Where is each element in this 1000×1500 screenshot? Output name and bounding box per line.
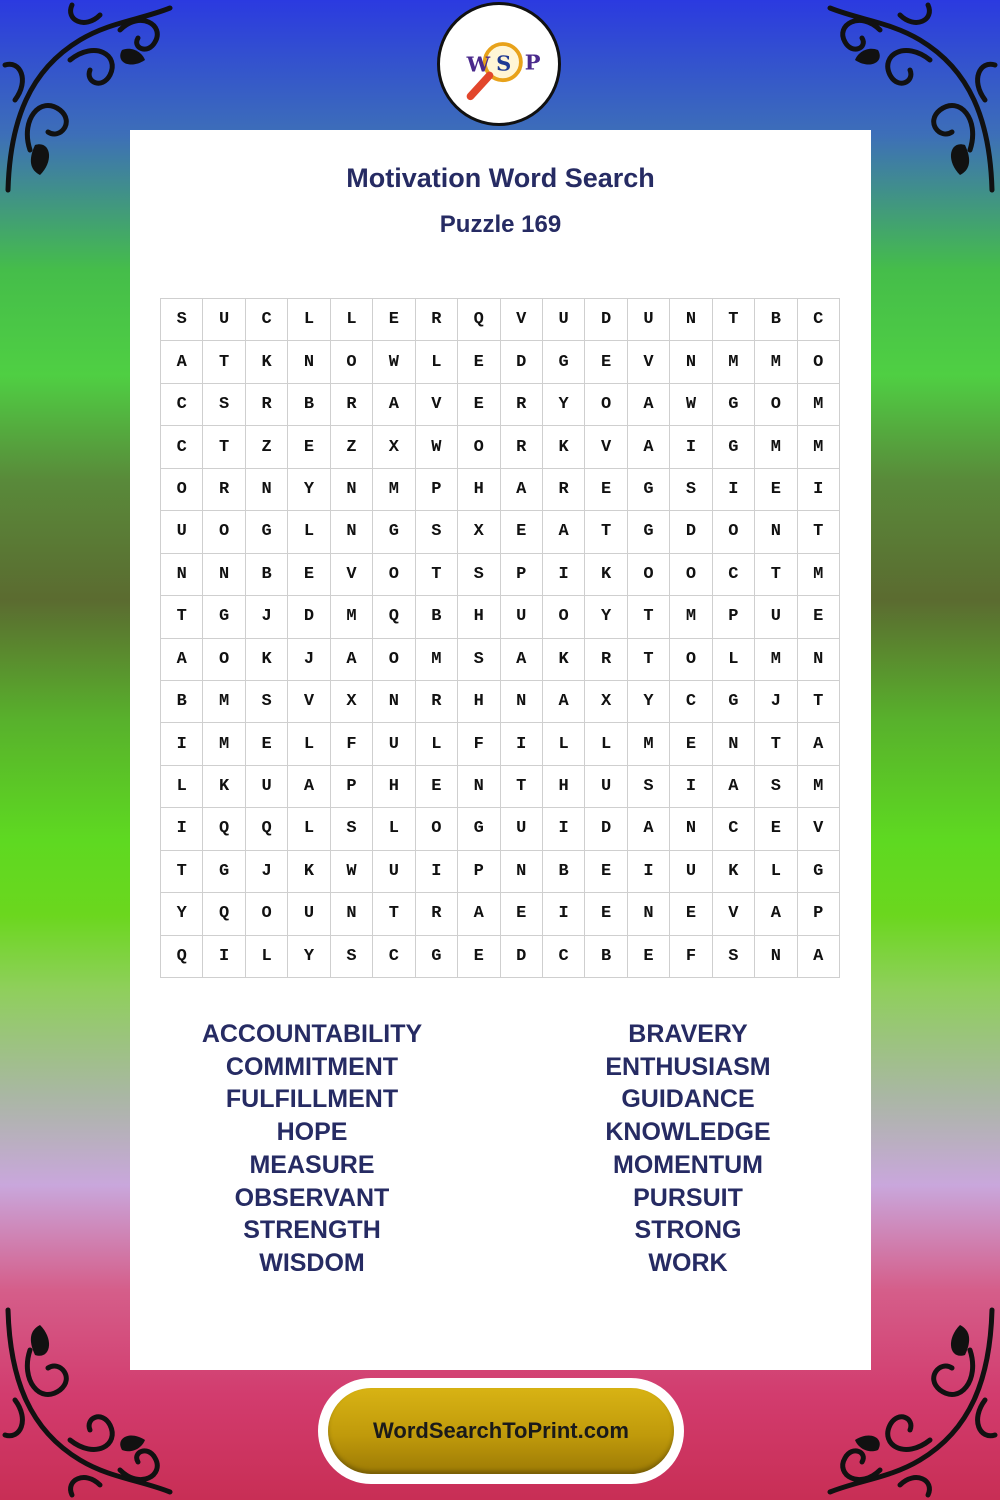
grid-cell[interactable]: I [543,554,585,596]
grid-cell[interactable]: E [755,808,797,850]
grid-cell[interactable]: G [713,426,755,468]
grid-cell[interactable]: S [458,554,500,596]
grid-cell[interactable]: B [755,299,797,341]
grid-cell[interactable]: L [161,766,203,808]
grid-cell[interactable]: Y [543,384,585,426]
grid-cell[interactable]: M [628,723,670,765]
grid-cell[interactable]: M [755,639,797,681]
grid-cell[interactable]: D [501,341,543,383]
grid-cell[interactable]: I [798,469,840,511]
grid-cell[interactable]: O [798,341,840,383]
grid-cell[interactable]: N [161,554,203,596]
grid-cell[interactable]: U [373,723,415,765]
grid-cell[interactable]: U [543,299,585,341]
grid-cell[interactable]: L [288,299,330,341]
grid-cell[interactable]: A [331,639,373,681]
grid-cell[interactable]: I [203,936,245,978]
grid-cell[interactable]: E [288,554,330,596]
grid-cell[interactable]: T [161,851,203,893]
grid-cell[interactable]: O [670,639,712,681]
grid-cell[interactable]: N [755,936,797,978]
grid-cell[interactable]: O [203,639,245,681]
grid-cell[interactable]: M [798,426,840,468]
word-list-item: BRAVERY [628,1020,748,1048]
grid-cell[interactable]: C [543,936,585,978]
word-list-right [528,1018,848,1280]
grid-cell[interactable]: B [585,936,627,978]
grid-cell[interactable]: L [416,723,458,765]
grid-cell[interactable]: E [670,723,712,765]
grid-cell[interactable]: K [246,341,288,383]
grid-cell[interactable]: L [288,511,330,553]
grid-cell[interactable]: M [203,723,245,765]
grid-cell[interactable]: Q [203,808,245,850]
grid-cell[interactable]: S [161,299,203,341]
grid-cell[interactable]: S [670,469,712,511]
grid-cell[interactable]: G [713,384,755,426]
grid-cell[interactable]: I [543,808,585,850]
word-list-item: FULFILLMENT [225,1085,399,1114]
grid-cell[interactable]: Y [288,469,330,511]
grid-cell[interactable]: N [670,341,712,383]
grid-cell[interactable]: Y [628,681,670,723]
grid-cell[interactable]: A [161,639,203,681]
grid-cell[interactable]: W [416,426,458,468]
grid-cell[interactable]: C [246,299,288,341]
grid-cell[interactable]: G [246,511,288,553]
grid-cell[interactable]: W [670,384,712,426]
grid-cell[interactable]: T [628,596,670,638]
grid-cell[interactable]: F [670,936,712,978]
grid-cell[interactable]: M [798,384,840,426]
grid-cell[interactable]: U [670,851,712,893]
grid-cell[interactable]: E [628,936,670,978]
grid-cell[interactable]: K [713,851,755,893]
letter-grid[interactable] [160,298,840,978]
grid-cell[interactable]: X [585,681,627,723]
puzzle-number: Puzzle 169 [439,211,562,238]
grid-cell[interactable]: S [755,766,797,808]
grid-cell[interactable]: N [670,808,712,850]
grid-cell[interactable]: T [713,299,755,341]
grid-cell[interactable]: A [798,723,840,765]
grid-cell[interactable]: E [501,511,543,553]
grid-cell[interactable]: Q [246,808,288,850]
grid-cell[interactable]: T [798,681,840,723]
grid-cell[interactable]: V [798,808,840,850]
grid-cell[interactable]: G [713,681,755,723]
grid-cell[interactable]: L [246,936,288,978]
grid-cell[interactable]: T [203,426,245,468]
grid-cell[interactable]: A [755,893,797,935]
grid-cell[interactable]: V [585,426,627,468]
grid-cell[interactable]: L [331,299,373,341]
grid-cell[interactable]: K [203,766,245,808]
grid-cell[interactable]: P [798,893,840,935]
grid-cell[interactable]: N [713,723,755,765]
grid-cell[interactable]: A [628,808,670,850]
grid-cell[interactable]: O [713,511,755,553]
grid-cell[interactable]: W [331,851,373,893]
grid-cell[interactable]: I [501,723,543,765]
grid-cell[interactable]: C [713,808,755,850]
grid-cell[interactable]: O [203,511,245,553]
grid-cell[interactable]: W [373,341,415,383]
grid-cell[interactable]: Y [161,893,203,935]
grid-cell[interactable]: I [670,766,712,808]
grid-cell[interactable]: G [203,851,245,893]
grid-cell[interactable]: Y [288,936,330,978]
grid-cell[interactable]: R [501,384,543,426]
grid-cell[interactable]: X [458,511,500,553]
word-list-item: COMMITMENT [225,1052,399,1081]
grid-cell[interactable]: U [203,299,245,341]
grid-cell[interactable]: X [331,681,373,723]
grid-cell[interactable]: T [501,766,543,808]
grid-cell[interactable]: K [246,639,288,681]
grid-cell[interactable]: D [501,936,543,978]
grid-cell[interactable]: A [501,639,543,681]
grid-cell[interactable]: N [501,851,543,893]
grid-cell[interactable]: N [331,893,373,935]
grid-cell[interactable]: A [628,426,670,468]
grid-cell[interactable]: O [458,426,500,468]
word-list-item: MOMENTUM [613,1150,763,1179]
site-link-pill[interactable] [328,1388,674,1474]
puzzle-card [130,130,871,1370]
grid-cell[interactable]: Y [585,596,627,638]
grid-cell[interactable]: V [713,893,755,935]
grid-cell[interactable]: K [543,426,585,468]
grid-cell[interactable]: A [628,384,670,426]
grid-cell[interactable]: A [373,384,415,426]
grid-cell[interactable]: O [161,469,203,511]
word-list-item: OBSERVANT [234,1183,390,1212]
grid-cell[interactable]: P [713,596,755,638]
grid-cell[interactable]: G [628,469,670,511]
wsp-logo[interactable] [437,2,561,126]
grid-cell[interactable]: T [798,511,840,553]
grid-cell[interactable]: N [288,341,330,383]
grid-cell[interactable]: X [373,426,415,468]
grid-cell[interactable]: I [670,426,712,468]
magnifier-logo-icon [440,5,558,123]
grid-cell[interactable]: G [543,341,585,383]
grid-cell[interactable]: U [288,893,330,935]
grid-cell[interactable]: N [246,469,288,511]
grid-cell[interactable]: N [501,681,543,723]
grid-cell[interactable]: I [161,723,203,765]
grid-cell[interactable]: O [373,639,415,681]
grid-cell[interactable]: E [501,893,543,935]
grid-cell[interactable]: T [416,554,458,596]
grid-cell[interactable]: T [373,893,415,935]
grid-cell[interactable]: T [628,639,670,681]
grid-cell[interactable]: Z [331,426,373,468]
grid-cell[interactable]: S [331,936,373,978]
grid-cell[interactable]: O [585,384,627,426]
grid-cell[interactable]: S [628,766,670,808]
grid-cell[interactable]: G [798,851,840,893]
grid-cell[interactable]: J [246,596,288,638]
grid-cell[interactable]: A [288,766,330,808]
grid-cell[interactable]: L [585,723,627,765]
grid-cell[interactable]: H [373,766,415,808]
grid-cell[interactable]: R [203,469,245,511]
grid-cell[interactable]: C [713,554,755,596]
grid-cell[interactable]: J [755,681,797,723]
grid-cell[interactable]: A [543,681,585,723]
grid-cell[interactable]: A [798,936,840,978]
grid-cell[interactable]: U [161,511,203,553]
grid-cell[interactable]: N [798,639,840,681]
grid-cell[interactable]: H [458,596,500,638]
grid-cell[interactable]: R [416,299,458,341]
grid-cell[interactable]: P [331,766,373,808]
grid-cell[interactable]: L [755,851,797,893]
grid-cell[interactable]: L [288,723,330,765]
grid-cell[interactable]: M [755,341,797,383]
grid-cell[interactable]: M [373,469,415,511]
grid-cell[interactable]: E [670,893,712,935]
grid-cell[interactable]: C [798,299,840,341]
grid-cell[interactable]: O [755,384,797,426]
grid-cell[interactable]: G [628,511,670,553]
grid-cell[interactable]: Z [246,426,288,468]
grid-cell[interactable]: R [543,469,585,511]
grid-cell[interactable]: O [331,341,373,383]
word-list-item: WORK [648,1248,728,1277]
grid-cell[interactable]: U [755,596,797,638]
grid-cell[interactable]: N [670,299,712,341]
grid-cell[interactable]: M [755,426,797,468]
grid-cell[interactable]: M [798,766,840,808]
grid-cell[interactable]: E [585,469,627,511]
grid-cell[interactable]: O [416,808,458,850]
grid-cell[interactable]: D [288,596,330,638]
grid-cell[interactable]: L [543,723,585,765]
grid-cell[interactable]: E [246,723,288,765]
grid-cell[interactable]: L [373,808,415,850]
grid-cell[interactable]: E [798,596,840,638]
grid-cell[interactable]: C [373,936,415,978]
grid-cell[interactable]: N [755,511,797,553]
grid-cell[interactable]: J [246,851,288,893]
grid-cell[interactable]: V [416,384,458,426]
word-list-item: GUIDANCE [621,1085,755,1114]
grid-cell[interactable]: U [628,299,670,341]
grid-cell[interactable]: N [203,554,245,596]
grid-cell[interactable]: D [585,808,627,850]
grid-cell[interactable]: U [501,596,543,638]
grid-cell[interactable]: A [713,766,755,808]
grid-cell[interactable]: S [203,384,245,426]
grid-cell[interactable]: V [288,681,330,723]
grid-cell[interactable]: B [288,384,330,426]
grid-cell[interactable]: E [458,384,500,426]
page-title: Motivation Word Search [346,163,655,193]
grid-cell[interactable]: N [458,766,500,808]
grid-cell[interactable]: M [713,341,755,383]
grid-cell[interactable]: E [416,766,458,808]
grid-cell[interactable]: A [501,469,543,511]
grid-cell[interactable]: E [755,469,797,511]
grid-cell[interactable]: T [161,596,203,638]
word-list-item: ENTHUSIASM [605,1052,771,1081]
grid-cell[interactable]: Q [373,596,415,638]
grid-cell[interactable]: M [798,554,840,596]
grid-cell[interactable]: O [670,554,712,596]
grid-cell[interactable]: V [501,299,543,341]
grid-cell[interactable]: V [331,554,373,596]
grid-cell[interactable]: A [161,341,203,383]
grid-cell[interactable]: U [501,808,543,850]
grid-cell[interactable]: B [543,851,585,893]
grid-cell[interactable]: O [543,596,585,638]
grid-cell[interactable]: P [458,851,500,893]
grid-cell[interactable]: R [585,639,627,681]
grid-cell[interactable]: A [458,893,500,935]
grid-cell[interactable]: B [246,554,288,596]
grid-cell[interactable]: M [670,596,712,638]
grid-cell[interactable]: U [585,766,627,808]
grid-cell[interactable]: N [331,511,373,553]
grid-cell[interactable]: I [416,851,458,893]
grid-cell[interactable]: H [458,469,500,511]
grid-cell[interactable]: P [416,469,458,511]
grid-cell[interactable]: E [585,341,627,383]
grid-cell[interactable]: O [246,893,288,935]
grid-cell[interactable]: M [331,596,373,638]
grid-cell[interactable]: Q [458,299,500,341]
word-list-item: STRONG [634,1216,742,1245]
logo-letter-p: P [524,49,541,75]
grid-cell[interactable]: S [331,808,373,850]
grid-cell[interactable]: L [288,808,330,850]
grid-cell[interactable]: L [713,639,755,681]
word-list-item: WISDOM [259,1248,365,1277]
site-link-button[interactable] [318,1378,684,1484]
grid-cell[interactable]: I [543,893,585,935]
grid-cell[interactable]: B [416,596,458,638]
grid-cell[interactable]: R [416,681,458,723]
grid-cell[interactable]: C [161,426,203,468]
grid-cell[interactable]: R [331,384,373,426]
grid-cell[interactable]: F [331,723,373,765]
grid-cell[interactable]: L [416,341,458,383]
logo-letter-w: W [466,51,491,77]
grid-cell[interactable]: H [543,766,585,808]
grid-cell[interactable]: K [585,554,627,596]
word-list-left [152,1018,472,1280]
grid-cell[interactable]: O [628,554,670,596]
grid-cell[interactable]: D [585,299,627,341]
grid-cell[interactable]: M [416,639,458,681]
grid-cell[interactable]: V [628,341,670,383]
grid-cell[interactable]: C [670,681,712,723]
grid-cell[interactable]: T [203,341,245,383]
grid-cell[interactable]: G [416,936,458,978]
grid-cell[interactable]: I [713,469,755,511]
word-list-item: KNOWLEDGE [605,1118,771,1147]
word-list-item: STRENGTH [243,1216,381,1245]
grid-cell[interactable]: O [373,554,415,596]
grid-cell[interactable]: E [288,426,330,468]
grid-cell[interactable]: G [458,808,500,850]
grid-cell[interactable]: E [585,893,627,935]
grid-cell[interactable]: G [203,596,245,638]
word-list-item: ACCOUNTABILITY [201,1020,423,1048]
grid-cell[interactable]: T [585,511,627,553]
grid-cell[interactable]: B [161,681,203,723]
grid-cell[interactable]: U [246,766,288,808]
grid-cell[interactable]: E [585,851,627,893]
grid-cell[interactable]: J [288,639,330,681]
grid-cell[interactable]: S [246,681,288,723]
grid-cell[interactable]: F [458,723,500,765]
site-link-label[interactable]: WordSearchToPrint.com [373,1418,629,1443]
grid-cell[interactable]: I [161,808,203,850]
grid-cell[interactable]: I [628,851,670,893]
grid-cell[interactable]: C [161,384,203,426]
grid-cell[interactable]: S [713,936,755,978]
grid-cell[interactable]: T [755,723,797,765]
grid-cell[interactable]: P [501,554,543,596]
grid-cell[interactable]: R [246,384,288,426]
grid-cell[interactable]: S [458,639,500,681]
grid-cell[interactable]: A [543,511,585,553]
word-list-item: HOPE [276,1118,348,1147]
grid-cell[interactable]: N [373,681,415,723]
grid-cell[interactable]: G [373,511,415,553]
grid-cell[interactable]: R [416,893,458,935]
grid-cell[interactable]: E [458,936,500,978]
logo-letter-s: S [496,50,512,76]
grid-cell[interactable]: K [543,639,585,681]
grid-cell[interactable]: Q [203,893,245,935]
grid-cell[interactable]: N [331,469,373,511]
grid-cell[interactable]: Q [161,936,203,978]
grid-cell[interactable]: H [458,681,500,723]
grid-cell[interactable]: N [628,893,670,935]
grid-cell[interactable]: D [670,511,712,553]
grid-cell[interactable]: U [373,851,415,893]
grid-cell[interactable]: M [203,681,245,723]
grid-cell[interactable]: T [755,554,797,596]
grid-cell[interactable]: E [458,341,500,383]
grid-cell[interactable]: R [501,426,543,468]
word-list-item: PURSUIT [633,1183,743,1212]
word-list-item: MEASURE [249,1150,375,1179]
grid-cell[interactable]: E [373,299,415,341]
grid-cell[interactable]: K [288,851,330,893]
grid-cell[interactable]: S [416,511,458,553]
